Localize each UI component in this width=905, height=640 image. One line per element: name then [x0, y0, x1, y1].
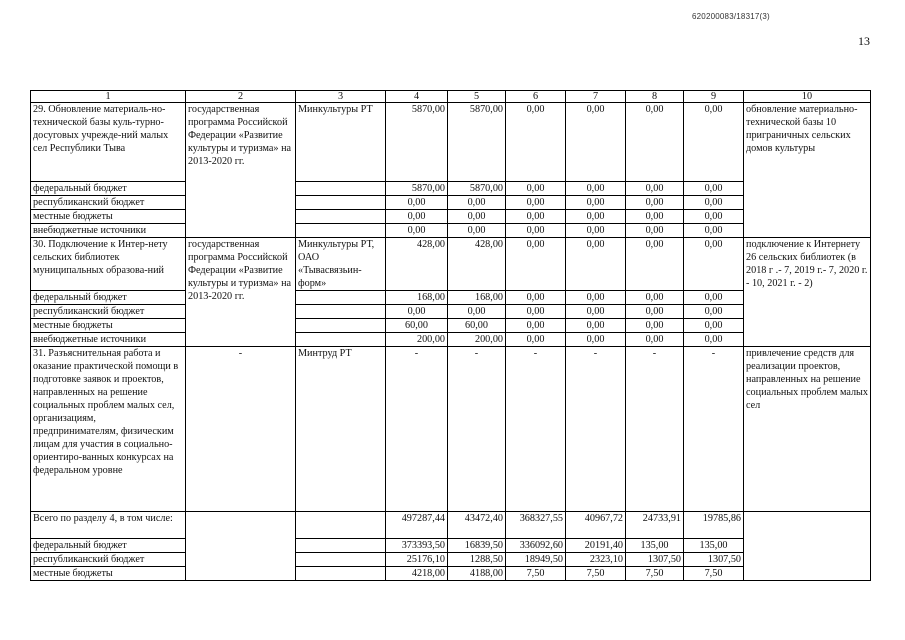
value-cell: 0,00	[626, 103, 684, 182]
column-header: 9	[684, 91, 744, 103]
measure-name: 29. Обновление материаль-но-технической базы куль-турно-досуговых учрежде-ний малых сел Республики Тыва	[31, 103, 186, 182]
value-cell: 16839,50	[448, 539, 506, 553]
value-cell: 24733,91	[626, 512, 684, 539]
value-cell: 428,00	[386, 238, 448, 291]
value-cell: -	[386, 347, 448, 512]
measure-name: 31. Разъяснительная работа и оказание практической помощи в подготовке заявок и проектов, направленных на решение социальных проблем малых сел, организациям, предпринимателям, физическим лицам для участия в социально-ориентиро-ванных конкурсах на федеральном уровне	[31, 347, 186, 512]
source-label: федеральный бюджет	[31, 539, 186, 553]
table-row	[31, 238, 871, 291]
value-cell: 0,00	[386, 305, 448, 319]
column-header: 10	[744, 91, 871, 103]
executor-cell: Минкультуры РТ, ОАО «Тывасвязьин-форм»	[296, 238, 386, 291]
header-row	[31, 91, 871, 103]
value-cell: 0,00	[626, 291, 684, 305]
value-cell: 1307,50	[684, 553, 744, 567]
value-cell: 0,00	[684, 182, 744, 196]
value-cell: 0,00	[626, 210, 684, 224]
value-cell: 0,00	[566, 238, 626, 291]
value-cell: 0,00	[506, 103, 566, 182]
value-cell: 0,00	[386, 224, 448, 238]
value-cell: 200,00	[386, 333, 448, 347]
value-cell: 135,00	[626, 539, 684, 553]
executor-cell	[296, 196, 386, 210]
value-cell: 0,00	[506, 333, 566, 347]
value-cell: 7,50	[566, 567, 626, 581]
value-cell: 4218,00	[386, 567, 448, 581]
source-label: внебюджетные источники	[31, 333, 186, 347]
table-row	[31, 512, 871, 539]
value-cell: 0,00	[386, 196, 448, 210]
value-cell: 0,00	[684, 305, 744, 319]
program-cell: государственная программа Российской Федерации «Развитие культуры и туризма» на 2013-2020 гг.	[186, 103, 296, 238]
column-header: 7	[566, 91, 626, 103]
value-cell: 7,50	[506, 567, 566, 581]
result-cell: обновление материально-технической базы 10 приграничных сельских домов культуры	[744, 103, 871, 238]
value-cell: 60,00	[386, 319, 448, 333]
value-cell: 368327,55	[506, 512, 566, 539]
column-header: 2	[186, 91, 296, 103]
value-cell: 0,00	[684, 210, 744, 224]
value-cell: 40967,72	[566, 512, 626, 539]
value-cell: 7,50	[684, 567, 744, 581]
value-cell: 0,00	[506, 210, 566, 224]
source-label: местные бюджеты	[31, 567, 186, 581]
value-cell: 18949,50	[506, 553, 566, 567]
value-cell: -	[448, 347, 506, 512]
result-cell: привлечение средств для реализации проектов, направленных на решение социальных проблем малых сел	[744, 347, 871, 512]
executor-cell	[296, 319, 386, 333]
source-label: федеральный бюджет	[31, 291, 186, 305]
value-cell: 60,00	[448, 319, 506, 333]
value-cell: 0,00	[626, 196, 684, 210]
measure-name: 30. Подключение к Интер-нету сельских библиотек муниципальных образова-ний	[31, 238, 186, 291]
source-label: местные бюджеты	[31, 319, 186, 333]
value-cell: -	[506, 347, 566, 512]
value-cell: 0,00	[626, 238, 684, 291]
value-cell: 43472,40	[448, 512, 506, 539]
value-cell: 373393,50	[386, 539, 448, 553]
column-header: 3	[296, 91, 386, 103]
value-cell: 0,00	[684, 224, 744, 238]
value-cell: 5870,00	[386, 103, 448, 182]
column-header: 6	[506, 91, 566, 103]
value-cell: 0,00	[684, 103, 744, 182]
table-row	[31, 103, 871, 182]
value-cell: 4188,00	[448, 567, 506, 581]
executor-cell	[296, 291, 386, 305]
value-cell: 0,00	[506, 196, 566, 210]
value-cell: 0,00	[506, 319, 566, 333]
source-label: федеральный бюджет	[31, 182, 186, 196]
value-cell: 7,50	[626, 567, 684, 581]
value-cell: 2323,10	[566, 553, 626, 567]
value-cell: 1307,50	[626, 553, 684, 567]
document-id: 620200083/18317(3)	[692, 12, 770, 21]
executor-cell	[296, 539, 386, 553]
program-cell: государственная программа Российской Федерации «Развитие культуры и туризма» на 2013-2020 гг.	[186, 238, 296, 347]
value-cell: 0,00	[684, 196, 744, 210]
value-cell: 0,00	[626, 305, 684, 319]
total-label: Всего по разделу 4, в том числе:	[31, 512, 186, 539]
executor-cell	[296, 512, 386, 539]
value-cell: 0,00	[626, 224, 684, 238]
executor-cell	[296, 210, 386, 224]
column-header: 1	[31, 91, 186, 103]
value-cell: 0,00	[566, 196, 626, 210]
value-cell: -	[566, 347, 626, 512]
value-cell: 0,00	[684, 333, 744, 347]
value-cell: 20191,40	[566, 539, 626, 553]
value-cell: 0,00	[448, 224, 506, 238]
budget-table	[30, 90, 871, 581]
executor-cell	[296, 567, 386, 581]
value-cell: 0,00	[448, 210, 506, 224]
value-cell: 1288,50	[448, 553, 506, 567]
value-cell: 0,00	[566, 103, 626, 182]
value-cell: 0,00	[684, 319, 744, 333]
executor-cell	[296, 305, 386, 319]
value-cell: 0,00	[448, 305, 506, 319]
column-header: 5	[448, 91, 506, 103]
value-cell: 0,00	[566, 210, 626, 224]
value-cell: 0,00	[626, 333, 684, 347]
executor-cell	[296, 182, 386, 196]
source-label: республиканский бюджет	[31, 305, 186, 319]
value-cell: 5870,00	[386, 182, 448, 196]
column-header: 4	[386, 91, 448, 103]
value-cell: 336092,60	[506, 539, 566, 553]
value-cell: 0,00	[684, 291, 744, 305]
value-cell: 200,00	[448, 333, 506, 347]
executor-cell	[296, 553, 386, 567]
value-cell: 0,00	[626, 319, 684, 333]
executor-cell	[296, 333, 386, 347]
value-cell: 0,00	[506, 224, 566, 238]
program-cell: -	[186, 347, 296, 512]
value-cell: 168,00	[386, 291, 448, 305]
value-cell: 5870,00	[448, 182, 506, 196]
program-cell	[186, 512, 296, 581]
executor-cell: Минкультуры РТ	[296, 103, 386, 182]
value-cell: -	[626, 347, 684, 512]
table-row	[31, 347, 871, 512]
value-cell: 5870,00	[448, 103, 506, 182]
result-cell	[744, 512, 871, 581]
executor-cell	[296, 224, 386, 238]
value-cell: 0,00	[386, 210, 448, 224]
value-cell: 0,00	[626, 182, 684, 196]
value-cell: 135,00	[684, 539, 744, 553]
source-label: местные бюджеты	[31, 210, 186, 224]
value-cell: 25176,10	[386, 553, 448, 567]
value-cell: 168,00	[448, 291, 506, 305]
result-cell: подключение к Интернету 26 сельских библиотек (в 2018 г .- 7, 2019 г.- 7, 2020 г. - 10, 2021 г. - 2)	[744, 238, 871, 347]
column-header: 8	[626, 91, 684, 103]
value-cell: 0,00	[684, 238, 744, 291]
source-label: внебюджетные источники	[31, 224, 186, 238]
value-cell: 0,00	[566, 305, 626, 319]
value-cell: 428,00	[448, 238, 506, 291]
value-cell: -	[684, 347, 744, 512]
value-cell: 0,00	[506, 182, 566, 196]
value-cell: 0,00	[448, 196, 506, 210]
value-cell: 0,00	[566, 182, 626, 196]
value-cell: 19785,86	[684, 512, 744, 539]
value-cell: 0,00	[566, 319, 626, 333]
source-label: республиканский бюджет	[31, 553, 186, 567]
executor-cell: Минтруд РТ	[296, 347, 386, 512]
source-label: республиканский бюджет	[31, 196, 186, 210]
value-cell: 0,00	[566, 224, 626, 238]
value-cell: 0,00	[506, 291, 566, 305]
value-cell: 497287,44	[386, 512, 448, 539]
value-cell: 0,00	[506, 238, 566, 291]
value-cell: 0,00	[506, 305, 566, 319]
page-number: 13	[858, 34, 870, 48]
value-cell: 0,00	[566, 333, 626, 347]
value-cell: 0,00	[566, 291, 626, 305]
